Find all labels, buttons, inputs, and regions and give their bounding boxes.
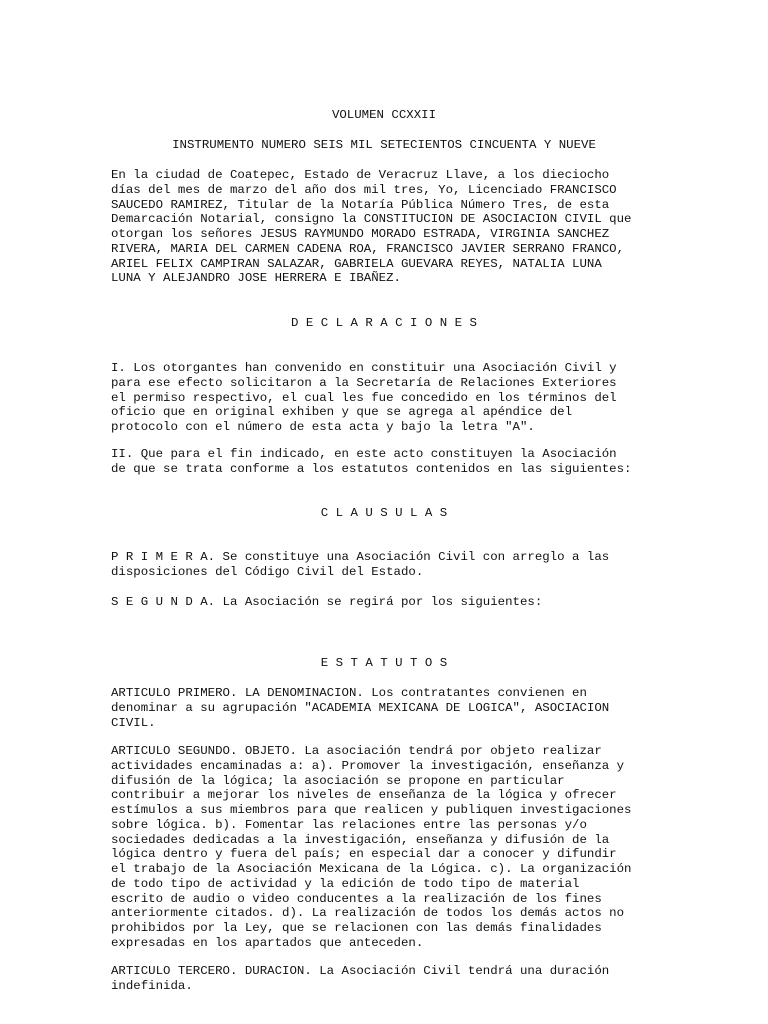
articulo-segundo-line: ARTICULO SEGUNDO. OBJETO. La asociación tendrá por objeto realizar bbox=[111, 744, 602, 758]
declaracion-1-paragraph bbox=[111, 361, 671, 435]
declaracion-2-line: de que se trata conforme a los estatutos contenidos en las siguientes: bbox=[111, 461, 632, 476]
articulo-segundo-line: escrito de audio o video conducentes a la realización de los fines bbox=[111, 891, 602, 906]
articulo-tercero-line: indefinida. bbox=[111, 978, 193, 993]
clausulas-heading: C L A U S U L A S bbox=[320, 506, 448, 520]
declaracion-1-line: protocolo con el número de esta acta y bajo la letra "A". bbox=[111, 420, 535, 434]
declaracion-1-line: I. Los otorgantes han convenido en constituir una Asociación Civil y bbox=[111, 361, 617, 375]
intro-line: días del mes de marzo del año dos mil tres, Yo, Licenciado FRANCISCO bbox=[111, 182, 617, 197]
clausula-segunda-line: S E G U N D A. La Asociación se regirá por los siguientes: bbox=[111, 595, 543, 609]
articulo-segundo-line: expresadas en los apartados que anteceden. bbox=[111, 935, 424, 950]
declaracion-1-line: oficio que en original exhiben y que se agrega al apéndice del bbox=[111, 405, 573, 420]
declaracion-2-paragraph bbox=[111, 447, 671, 477]
articulo-primero-line: ARTICULO PRIMERO. LA DENOMINACION. Los contratantes convienen en bbox=[111, 686, 587, 700]
articulo-primero bbox=[111, 686, 671, 730]
clausula-primera bbox=[111, 550, 671, 580]
articulo-segundo-line: sobre lógica. b). Fomentar las relaciones entre las personas y/o bbox=[111, 817, 587, 832]
declaracion-2-line: II. Que para el fin indicado, en este acto constituyen la Asociación bbox=[111, 447, 617, 461]
declaracion-1-line: el permiso respectivo, el cual les fue concedido en los términos del bbox=[111, 390, 617, 405]
articulo-primero-line: CIVIL. bbox=[111, 715, 156, 730]
declaracion-1-line: para ese efecto solicitaron a la Secretaría de Relaciones Exteriores bbox=[111, 375, 617, 390]
instrument-heading: INSTRUMENTO NUMERO SEIS MIL SETECIENTOS CINCUENTA Y NUEVE bbox=[172, 138, 596, 152]
articulo-segundo-line: estímulos a sus miembros para que realicen y publiquen investigaciones bbox=[111, 803, 632, 817]
articulo-segundo-line: anteriormente citados. d). La realización de todos los demás actos no bbox=[111, 906, 625, 921]
intro-line: LUNA Y ALEJANDRO JOSE HERRERA E IBAÑEZ. bbox=[111, 271, 401, 286]
articulo-segundo-line: actividades encaminadas a: a). Promover la investigación, enseñanza y bbox=[111, 758, 625, 773]
articulo-tercero-line: ARTICULO TERCERO. DURACION. La Asociación Civil tendrá una duración bbox=[111, 964, 610, 978]
intro-line: RIVERA, MARIA DEL CARMEN CADENA ROA, FRANCISCO JAVIER SERRANO FRANCO, bbox=[111, 241, 625, 256]
articulo-segundo-line: contribuir a mejorar los niveles de enseñanza de la lógica y ofrecer bbox=[111, 788, 617, 803]
intro-line: Demarcación Notarial, consigno la CONSTITUCION DE ASOCIACION CIVIL que bbox=[111, 212, 632, 227]
articulo-segundo-line: difusión de la lógica; la asociación se propone en particular bbox=[111, 773, 565, 788]
articulo-segundo-line: prohibidos por la Ley, que se relacionen con las demás finalidades bbox=[111, 921, 602, 935]
volume-heading: VOLUMEN CCXXII bbox=[331, 108, 437, 122]
intro-paragraph bbox=[111, 168, 671, 286]
articulo-segundo-line: de todo tipo de actividad y la edición de todo tipo de material bbox=[111, 876, 580, 891]
articulo-primero-line: denominar a su agrupación "ACADEMIA MEXICANA DE LOGICA", ASOCIACION bbox=[111, 700, 610, 715]
declaraciones-heading: D E C L A R A C I O N E S bbox=[291, 316, 477, 330]
clausula-primera-line: disposiciones del Código Civil del Estado. bbox=[111, 564, 424, 579]
articulo-segundo bbox=[111, 744, 671, 951]
intro-line: En la ciudad de Coatepec, Estado de Veracruz Llave, a los dieciocho bbox=[111, 168, 610, 182]
intro-line: SAUCEDO RAMIREZ, Titular de la Notaría Pública Número Tres, de esta bbox=[111, 197, 610, 212]
estatutos-heading: E S T A T U T O S bbox=[320, 656, 448, 670]
articulo-segundo-line: el trabajo de la Asociación Mexicana de la Lógica. c). La organización bbox=[111, 862, 632, 876]
intro-line: otorgan los señores JESUS RAYMUNDO MORADO ESTRADA, VIRGINIA SANCHEZ bbox=[111, 227, 610, 241]
clausula-primera-line: P R I M E R A. Se constituye una Asociación Civil con arreglo a las bbox=[111, 550, 610, 564]
articulo-tercero bbox=[111, 964, 671, 994]
clausula-segunda bbox=[111, 595, 671, 610]
intro-line: ARIEL FELIX CAMPIRAN SALAZAR, GABRIELA GUEVARA REYES, NATALIA LUNA bbox=[111, 256, 602, 271]
articulo-segundo-line: sociedades dedicadas a la investigación, enseñanza y difusión de la bbox=[111, 832, 610, 847]
articulo-segundo-line: lógica dentro y fuera del país; en especial dar a conocer y difundir bbox=[111, 847, 617, 862]
